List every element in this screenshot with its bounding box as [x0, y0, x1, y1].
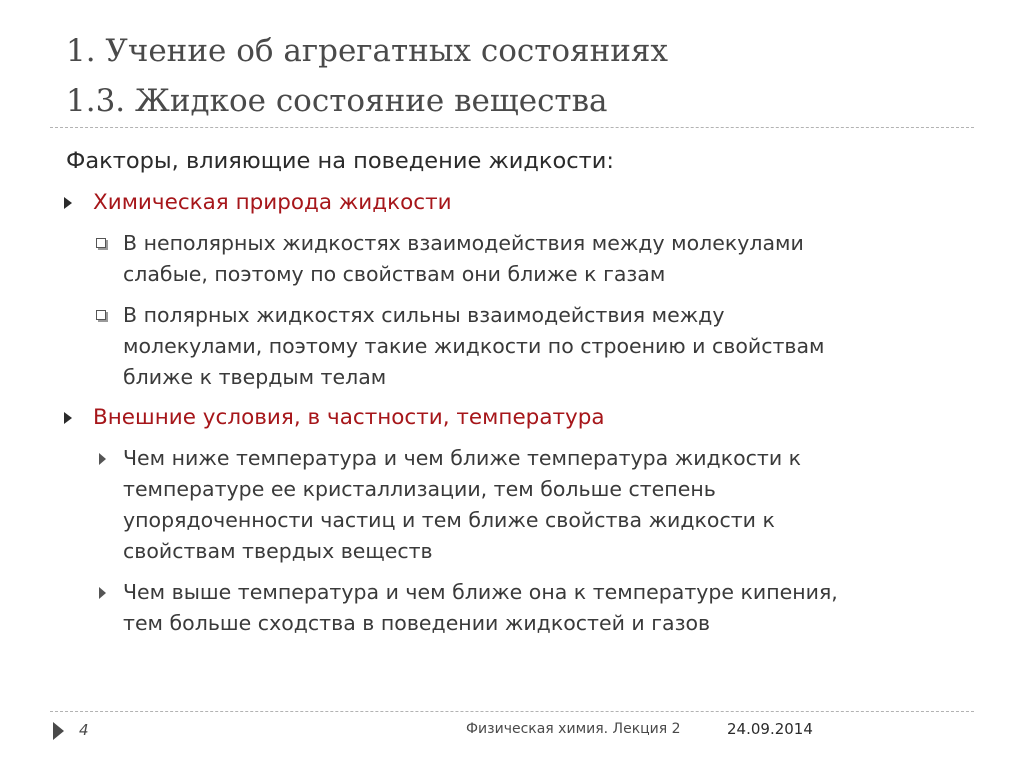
list-item	[123, 577, 966, 639]
footer-divider	[50, 711, 974, 712]
section-heading-label: Химическая природа жидкости	[93, 190, 452, 215]
page-number: 4	[79, 721, 89, 739]
list-item-line: упорядоченности частиц и тем ближе свойства жидкости к	[123, 508, 775, 532]
section-heading-label: Внешние условия, в частности, температура	[93, 405, 605, 430]
triangle-bullet-icon	[64, 197, 72, 209]
slide-body	[66, 146, 966, 649]
play-arrow-icon	[53, 722, 64, 740]
list-item-line: температуре ее кристаллизации, тем больше степень	[123, 477, 716, 501]
list-item	[123, 443, 966, 567]
square-bullet-icon	[96, 238, 106, 248]
list-item-line: свойствам твердых веществ	[123, 539, 433, 563]
triangle-bullet-icon	[64, 412, 72, 424]
triangle-bullet-icon	[99, 587, 106, 599]
triangle-bullet-icon	[99, 453, 106, 465]
list-item-line: Чем выше температура и чем ближе она к температуре кипения,	[123, 580, 838, 604]
title-divider	[50, 127, 974, 128]
list-item-line: В полярных жидкостях сильны взаимодействия между	[123, 303, 725, 327]
slide-title-line-1: 1. Учение об агрегатных состояниях	[66, 33, 668, 69]
section-heading-chemical-nature	[66, 188, 966, 218]
list-item-line: Чем ниже температура и чем ближе температура жидкости к	[123, 446, 802, 470]
intro-text: Факторы, влияющие на поведение жидкости:	[66, 148, 614, 174]
list-item-line: слабые, поэтому по свойствам они ближе к газам	[123, 262, 666, 286]
slide-title-line-2: 1.3. Жидкое состояние вещества	[66, 83, 608, 119]
list-item-line: ближе к твердым телам	[123, 365, 387, 389]
square-bullet-icon	[96, 310, 106, 320]
slide-title	[66, 26, 986, 126]
footer-course-title: Физическая химия. Лекция 2	[466, 721, 681, 737]
list-item-line: молекулами, поэтому такие жидкости по строению и свойствам	[123, 334, 825, 358]
list-item-line: тем больше сходства в поведении жидкостей и газов	[123, 611, 711, 635]
list-item	[123, 300, 966, 393]
list-item	[123, 228, 966, 290]
section-heading-external-conditions	[66, 403, 966, 433]
footer-date: 24.09.2014	[727, 720, 813, 738]
list-item-line: В неполярных жидкостях взаимодействия между молекулами	[123, 231, 804, 255]
